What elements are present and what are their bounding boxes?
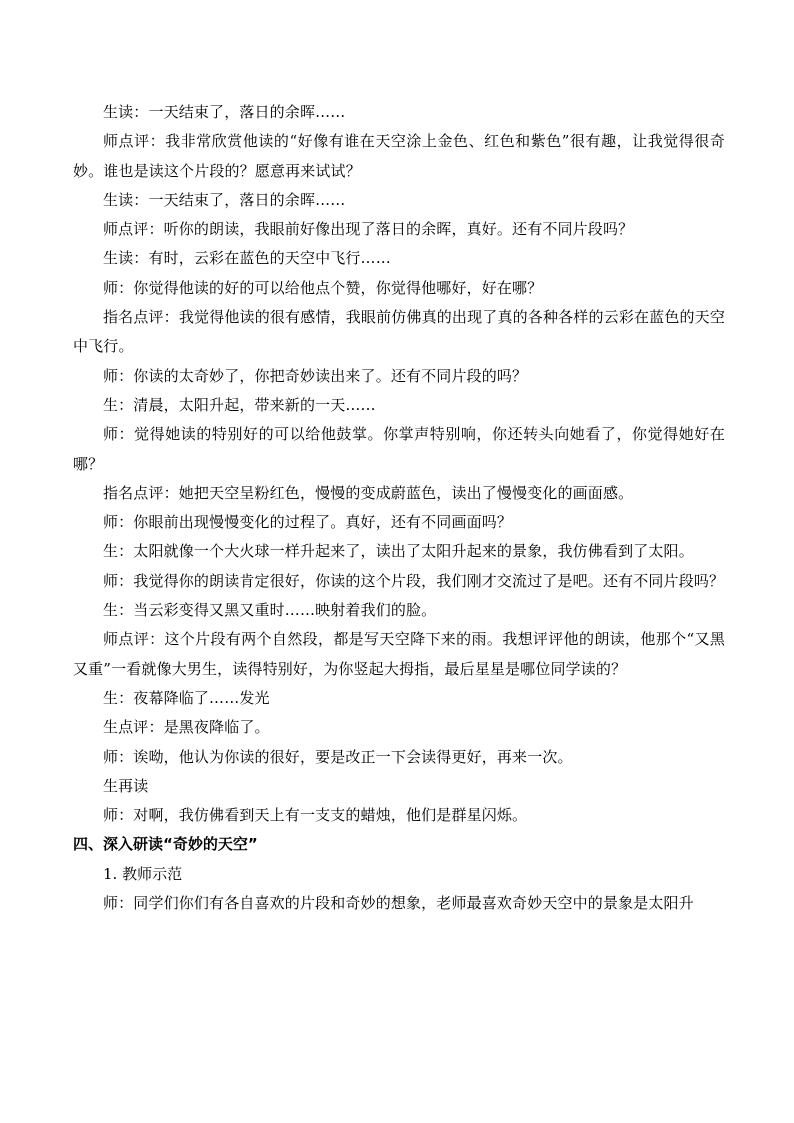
paragraph: 师点评：这个片段有两个自然段，都是写天空降下来的雨。我想评评他的朗读，他那个“又黑又重”一看就像大男生，读得特别好，为你竖起大拇指，最后星星是哪位同学读的？	[73, 630, 725, 678]
paragraph: 生：太阳就像一个大火球一样升起来了，读出了太阳升起来的景象，我仿佛看到了太阳。	[103, 542, 694, 561]
paragraph: 师点评：听你的朗读，我眼前好像出现了落日的余晖，真好。还有不同片段吗？	[103, 220, 634, 239]
paragraph: 师：觉得她读的特别好的可以给他鼓掌。你掌声特别响，你还转头向她看了，你觉得她好在哪？	[73, 425, 725, 473]
paragraph: 指名点评：她把天空呈粉红色，慢慢的变成蔚蓝色，读出了慢慢变化的画面感。	[103, 483, 634, 502]
paragraph: 生读：一天结束了，落日的余晖……	[103, 190, 346, 209]
paragraph: 师：我觉得你的朗读肯定很好，你读的这个片段，我们刚才交流过了是吧。还有不同片段吗？	[103, 571, 725, 590]
paragraph: 师：同学们你们有各自喜欢的片段和奇妙的想象，老师最喜欢奇妙天空中的景象是太阳升	[103, 894, 694, 913]
paragraph: 生：夜幕降临了……发光	[103, 688, 270, 707]
paragraph: 生读：一天结束了，落日的余晖……	[103, 103, 346, 121]
paragraph: 师：你觉得他读的好的可以给他点个赞，你觉得他哪好，好在哪？	[103, 278, 543, 297]
paragraph: 生再读	[103, 776, 149, 795]
paragraph: 师：你眼前出现慢慢变化的过程了。真好，还有不同画面吗？	[103, 513, 513, 532]
paragraph: 师：对啊，我仿佛看到天上有一支支的蜡烛，他们是群星闪烁。	[103, 806, 528, 825]
paragraph: 师：你读的太奇妙了，你把奇妙读出来了。还有不同片段的吗？	[103, 366, 528, 385]
section-heading: 四、深入研读“奇妙的天空”	[73, 835, 258, 854]
paragraph: 生读：有时，云彩在蓝色的天空中飞行……	[103, 249, 391, 268]
paragraph: 生：当云彩变得又黑又重时……映射着我们的脸。	[103, 601, 437, 620]
paragraph: 师点评：我非常欣赏他读的“好像有谁在天空涂上金色、红色和紫色”很有趣，让我觉得很奇妙。谁也是读这个片段的？愿意再来试试？	[73, 132, 725, 180]
paragraph: 师：诶呦，他认为你读的很好，要是改正一下会读得更好，再来一次。	[103, 747, 573, 766]
paragraph: 生：清晨，太阳升起，带来新的一天……	[103, 395, 376, 414]
paragraph: 指名点评：我觉得他读的很有感情，我眼前仿佛真的出现了真的各种各样的云彩在蓝色的天空中飞行。	[73, 308, 725, 356]
numbered-subheading: 1. 教师示范	[103, 864, 183, 883]
paragraph: 生点评：是黑夜降临了。	[103, 718, 270, 737]
document-page	[73, 0, 725, 918]
